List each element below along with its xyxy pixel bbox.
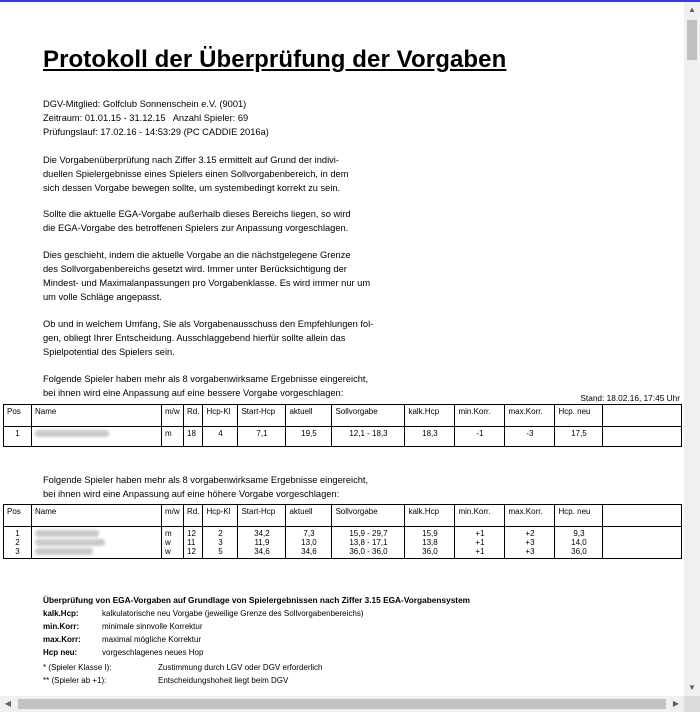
table-row: 1 m 18 4 7,1 19,5 12,1 - 18,3 18,3 -1 -3 17,5 bbox=[4, 427, 682, 447]
meta-block bbox=[43, 97, 269, 139]
player-name-redacted bbox=[32, 427, 162, 447]
paragraph-4: Ob und in welchem Umfang, Sie als Vorgabenausschuss den Empfehlungen fol- gen, obliegt Ihrer Entscheidung. Ausschlaggebend hierfür sollte allein das Spielpotential des Spielers sein. bbox=[43, 319, 374, 357]
player-names-redacted bbox=[32, 527, 162, 559]
scroll-down-icon[interactable]: ▼ bbox=[688, 683, 696, 692]
section-better-heading: Folgende Spieler haben mehr als 8 vorgabenwirksame Ergebnisse eingereicht, bei ihnen wird eine Anpassung auf eine bessere Vorgabe vorgeschlagen: bbox=[43, 374, 369, 398]
meta-period: Zeitraum: 01.01.15 - 31.12.15 Anzahl Spieler: 69 bbox=[43, 113, 249, 123]
table-better bbox=[3, 404, 682, 447]
paragraph-3: Dies geschieht, indem die aktuelle Vorgabe an die nächstgelegene Grenze des Sollvorgabenbereichs gesetzt wird. Immer unter Berücksichtigung der Mindest- und Maximalanpassungen pro Vorgabenklasse. Es wird immer nur um um volle Schläge angepasst. bbox=[43, 250, 371, 302]
horizontal-scrollbar[interactable] bbox=[0, 696, 684, 712]
scroll-up-icon[interactable]: ▲ bbox=[688, 5, 696, 14]
table-row: 1 2 3 m w w 12 11 12 2 3 5 34,2 11,9 34,6 7,3 13,0 34,6 15,9 - 29,7 13,8 - 17,1 36,0 - 36,0 15,9 13,8 36,0 +1 +1 +1 +2 +3 +3 9,3 14,0 36,0 bbox=[4, 527, 682, 559]
page-title: Protokoll der Überprüfung der Vorgaben bbox=[43, 46, 507, 73]
scroll-left-icon[interactable]: ◀ bbox=[4, 699, 12, 708]
stand-timestamp: Stand: 18.02.16, 17:45 Uhr bbox=[580, 393, 680, 403]
table-header: Pos Name m/w Rd. Hcp-Kl Start-Hcp aktuell Sollvorgabe kalk.Hcp min.Korr. max.Korr. Hcp. neu bbox=[4, 405, 682, 427]
scroll-corner bbox=[684, 696, 700, 712]
paragraph-2: Sollte die aktuelle EGA-Vorgabe außerhalb dieses Bereichs liegen, so wird die EGA-Vorgabe des betroffenen Spielers zur Anpassung vorgeschlagen. bbox=[43, 209, 351, 233]
meta-club: DGV-Mitglied: Golfclub Sonnenschein e.V. (9001) bbox=[43, 99, 247, 109]
legend-note-descriptions: Zustimmung durch LGV oder DGV erforderlich Entscheidungshoheit liegt beim DGV bbox=[158, 663, 323, 685]
section-higher-heading: Folgende Spieler haben mehr als 8 vorgabenwirksame Ergebnisse eingereicht, bei ihnen wird eine Anpassung auf eine höhere Vorgabe vorgeschlagen: bbox=[43, 475, 369, 499]
table-higher bbox=[3, 504, 682, 559]
hscroll-thumb[interactable] bbox=[18, 699, 666, 709]
meta-run: Prüfungslauf: 17.02.16 - 14:53:29 (PC CADDIE 2016a) bbox=[43, 127, 269, 137]
document-page bbox=[0, 2, 684, 696]
paragraph-1: Die Vorgabenüberprüfung nach Ziffer 3.15 ermittelt auf Grund der indivi- duellen Spielergebnisse eines Spielers einen Sollvorgabenbereich, in dem sich dessen Vorgabe bewegen sollte, um systembedingt korrekt zu sein. bbox=[43, 155, 349, 193]
vertical-scrollbar[interactable] bbox=[684, 2, 700, 696]
scroll-right-icon[interactable]: ▶ bbox=[672, 699, 680, 708]
scroll-thumb[interactable] bbox=[687, 20, 697, 60]
legend-descriptions: kalkulatorische neu Vorgabe (jeweilige Grenze des Sollvorgabenbereichs) minimale sinnvolle Korrektur maximal mögliche Korrektur vorgeschlagenes neues Hop bbox=[102, 609, 364, 657]
legend-note-keys: * (Spieler Klasse I): ** (Spieler ab +1): bbox=[43, 663, 112, 685]
legend-title: Überprüfung von EGA-Vorgaben auf Grundlage von Spielergebnissen nach Ziffer 3.15 EGA-Vorgabensystem bbox=[43, 595, 471, 605]
table-header: Pos Name m/w Rd. Hcp-Kl Start-Hcp aktuell Sollvorgabe kalk.Hcp min.Korr. max.Korr. Hcp. neu bbox=[4, 505, 682, 527]
legend-keys: kalk.Hcp: min.Korr: max.Korr: Hcp neu: bbox=[43, 609, 81, 657]
